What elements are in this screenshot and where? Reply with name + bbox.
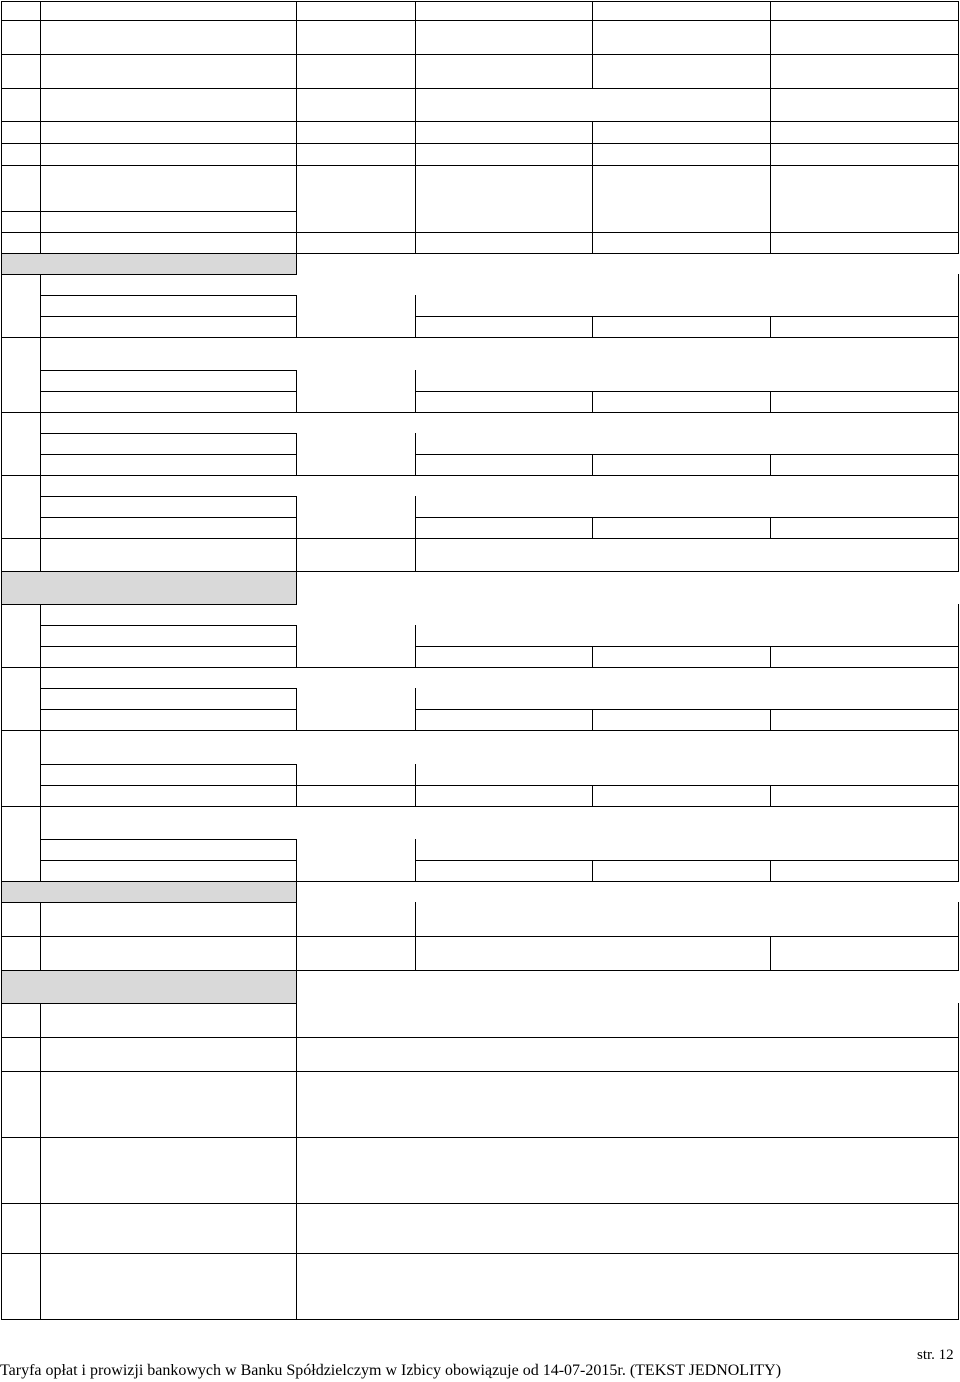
grid-line	[1, 88, 959, 89]
grid-line	[958, 1037, 959, 1072]
grid-line	[40, 1137, 41, 1204]
grid-line	[1, 806, 2, 882]
grid-line	[1, 337, 959, 338]
grid-line	[40, 604, 41, 668]
grid-line	[958, 538, 959, 572]
grid-line	[296, 295, 297, 338]
grid-line	[40, 121, 41, 144]
grid-line	[40, 1, 41, 21]
footer-text: Taryfa opłat i prowizji bankowych w Banku Spółdzielczym w Izbicy obowiązuje od 14-07-2015r. (TEKST JEDNOLITY)	[0, 1362, 782, 1379]
grid-line	[1, 412, 2, 476]
grid-line	[958, 936, 959, 971]
grid-line	[958, 1137, 959, 1204]
grid-line	[40, 295, 297, 296]
grid-line	[40, 902, 41, 937]
section-heading-shade	[2, 572, 296, 604]
page-number: str. 12	[917, 1347, 954, 1363]
grid-line	[1, 232, 2, 254]
grid-line	[296, 970, 297, 1004]
grid-line	[1, 20, 959, 21]
grid-line	[296, 121, 297, 144]
grid-line	[1, 121, 959, 122]
grid-line	[958, 1003, 959, 1038]
grid-line	[40, 412, 41, 476]
grid-line	[592, 709, 593, 731]
grid-line	[296, 1203, 297, 1254]
grid-line	[296, 881, 297, 903]
grid-line	[40, 143, 41, 166]
grid-line	[1, 412, 959, 413]
grid-line	[1, 1, 2, 21]
grid-line	[296, 571, 297, 605]
grid-line	[415, 902, 416, 937]
grid-line	[770, 860, 771, 882]
grid-line	[958, 475, 959, 539]
grid-line	[958, 604, 959, 668]
grid-line	[592, 143, 593, 166]
grid-line	[592, 391, 593, 413]
grid-line	[415, 54, 416, 89]
grid-line	[1, 165, 2, 212]
grid-line	[415, 391, 959, 392]
grid-line	[1, 337, 2, 413]
grid-line	[1, 1003, 2, 1038]
grid-line	[415, 936, 416, 971]
grid-line	[1, 806, 959, 807]
grid-line	[592, 860, 593, 882]
grid-line	[958, 1203, 959, 1254]
grid-line	[1, 1253, 959, 1254]
grid-line	[1, 232, 959, 233]
grid-line	[40, 517, 297, 518]
grid-line	[40, 1253, 41, 1320]
grid-line	[1, 1203, 959, 1204]
grid-line	[1, 538, 959, 539]
grid-line	[958, 232, 959, 254]
grid-line	[415, 646, 959, 647]
grid-line	[1, 970, 2, 1004]
grid-line	[958, 121, 959, 144]
grid-line	[40, 860, 297, 861]
grid-line	[958, 412, 959, 476]
grid-line	[40, 391, 297, 392]
grid-line	[1, 1071, 959, 1072]
grid-line	[296, 88, 297, 122]
grid-line	[1, 88, 2, 122]
grid-line	[958, 337, 959, 413]
grid-line	[1, 667, 959, 668]
grid-line	[296, 839, 297, 882]
grid-line	[1, 1037, 2, 1072]
grid-line	[40, 232, 41, 254]
grid-line	[958, 730, 959, 807]
grid-line	[40, 936, 41, 971]
grid-line	[296, 1071, 297, 1138]
grid-line	[1, 143, 959, 144]
grid-line	[1, 274, 2, 338]
grid-line	[40, 20, 41, 55]
grid-line	[40, 646, 297, 647]
grid-line	[296, 496, 297, 539]
grid-line	[40, 454, 297, 455]
grid-line	[770, 232, 771, 254]
grid-line	[770, 517, 771, 539]
grid-line	[415, 454, 959, 455]
grid-line	[592, 54, 593, 89]
grid-line	[770, 646, 771, 668]
grid-line	[40, 370, 297, 371]
grid-line	[296, 1137, 297, 1204]
grid-line	[1, 902, 2, 937]
section-heading-shade	[2, 971, 296, 1003]
grid-line	[40, 1003, 41, 1038]
grid-line	[958, 1253, 959, 1320]
grid-line	[770, 316, 771, 338]
grid-line	[958, 274, 959, 338]
grid-line	[415, 785, 959, 786]
grid-line	[40, 839, 297, 840]
grid-line	[296, 902, 297, 937]
grid-line	[415, 165, 416, 233]
grid-line	[1, 730, 959, 731]
grid-line	[770, 54, 771, 89]
grid-line	[40, 316, 297, 317]
grid-line	[40, 496, 297, 497]
grid-line	[415, 517, 959, 518]
grid-line	[958, 806, 959, 882]
grid-line	[296, 20, 297, 55]
grid-line	[415, 709, 959, 710]
grid-line	[770, 936, 771, 971]
grid-line	[770, 88, 771, 122]
grid-line	[415, 88, 416, 122]
grid-line	[770, 165, 771, 233]
grid-line	[415, 316, 959, 317]
grid-line	[40, 433, 297, 434]
grid-line	[1, 1037, 959, 1038]
grid-line	[770, 709, 771, 731]
grid-line	[40, 538, 41, 572]
grid-line	[592, 232, 593, 254]
grid-line	[40, 165, 41, 212]
grid-line	[40, 1071, 41, 1138]
grid-line	[40, 625, 297, 626]
grid-line	[1, 1071, 2, 1138]
grid-line	[1, 571, 2, 605]
grid-line	[1, 1137, 2, 1204]
grid-line	[1, 1, 959, 2]
grid-line	[296, 1003, 297, 1038]
grid-line	[958, 1, 959, 21]
grid-line	[958, 20, 959, 55]
grid-line	[1, 604, 2, 668]
grid-line	[415, 20, 416, 55]
grid-line	[770, 785, 771, 807]
grid-line	[1, 538, 2, 572]
grid-line	[296, 1253, 297, 1320]
grid-line	[770, 143, 771, 166]
grid-line	[40, 475, 41, 539]
grid-line	[1, 165, 959, 166]
grid-line	[296, 625, 297, 668]
grid-line	[40, 764, 297, 765]
grid-line	[415, 121, 416, 144]
grid-line	[296, 253, 297, 275]
grid-line	[1, 54, 2, 89]
grid-line	[296, 1037, 297, 1072]
grid-line	[1, 1319, 959, 1320]
grid-line	[415, 860, 959, 861]
grid-line	[592, 517, 593, 539]
grid-line	[296, 370, 297, 413]
grid-line	[770, 454, 771, 476]
grid-line	[296, 433, 297, 476]
grid-line	[40, 88, 41, 122]
grid-line	[1, 604, 297, 605]
grid-line	[296, 936, 297, 971]
grid-line	[40, 709, 297, 710]
grid-line	[40, 274, 41, 338]
grid-line	[958, 88, 959, 122]
grid-line	[40, 667, 41, 731]
grid-line	[40, 1037, 41, 1072]
grid-line	[770, 1, 771, 21]
grid-line	[1, 1203, 2, 1254]
grid-line	[296, 688, 297, 731]
grid-line	[770, 391, 771, 413]
grid-line	[770, 20, 771, 55]
grid-line	[1, 936, 2, 971]
grid-line	[1, 475, 2, 539]
grid-line	[1, 121, 2, 144]
grid-line	[1, 1003, 297, 1004]
grid-line	[1, 667, 2, 731]
grid-line	[1, 54, 959, 55]
grid-line	[1, 143, 2, 166]
grid-line	[296, 1, 297, 21]
grid-line	[296, 785, 416, 786]
grid-line	[1, 730, 2, 807]
grid-line	[40, 688, 297, 689]
grid-line	[415, 1, 416, 21]
grid-line	[40, 730, 41, 807]
grid-line	[592, 454, 593, 476]
grid-line	[592, 1, 593, 21]
grid-line	[40, 54, 41, 89]
grid-line	[1, 1253, 2, 1320]
grid-line	[958, 54, 959, 89]
grid-line	[1, 253, 2, 275]
grid-line	[592, 785, 593, 807]
grid-line	[40, 337, 41, 413]
grid-line	[958, 902, 959, 937]
grid-line	[296, 538, 297, 572]
grid-line	[592, 165, 593, 233]
grid-line	[1, 881, 2, 903]
grid-line	[592, 121, 593, 144]
grid-line	[415, 232, 416, 254]
grid-line	[958, 667, 959, 731]
grid-line	[1, 211, 2, 233]
grid-line	[296, 54, 297, 89]
grid-line	[1, 475, 959, 476]
grid-line	[592, 646, 593, 668]
grid-line	[296, 232, 297, 254]
grid-line	[296, 211, 297, 233]
grid-line	[296, 143, 297, 166]
grid-line	[1, 902, 297, 903]
grid-line	[415, 143, 416, 166]
grid-line	[40, 211, 41, 233]
grid-line	[415, 538, 416, 572]
grid-line	[1, 274, 297, 275]
grid-line	[1, 211, 297, 212]
section-heading-shade	[2, 254, 296, 274]
section-heading-shade	[2, 882, 296, 902]
grid-line	[958, 143, 959, 166]
grid-line	[770, 121, 771, 144]
grid-line	[592, 316, 593, 338]
grid-line	[1, 1137, 959, 1138]
grid-line	[592, 20, 593, 55]
grid-line	[40, 1203, 41, 1254]
grid-line	[1, 20, 2, 55]
grid-line	[40, 806, 41, 882]
grid-line	[958, 165, 959, 233]
grid-line	[1, 936, 959, 937]
grid-line	[296, 165, 297, 212]
grid-line	[958, 1071, 959, 1138]
grid-line	[40, 785, 297, 786]
